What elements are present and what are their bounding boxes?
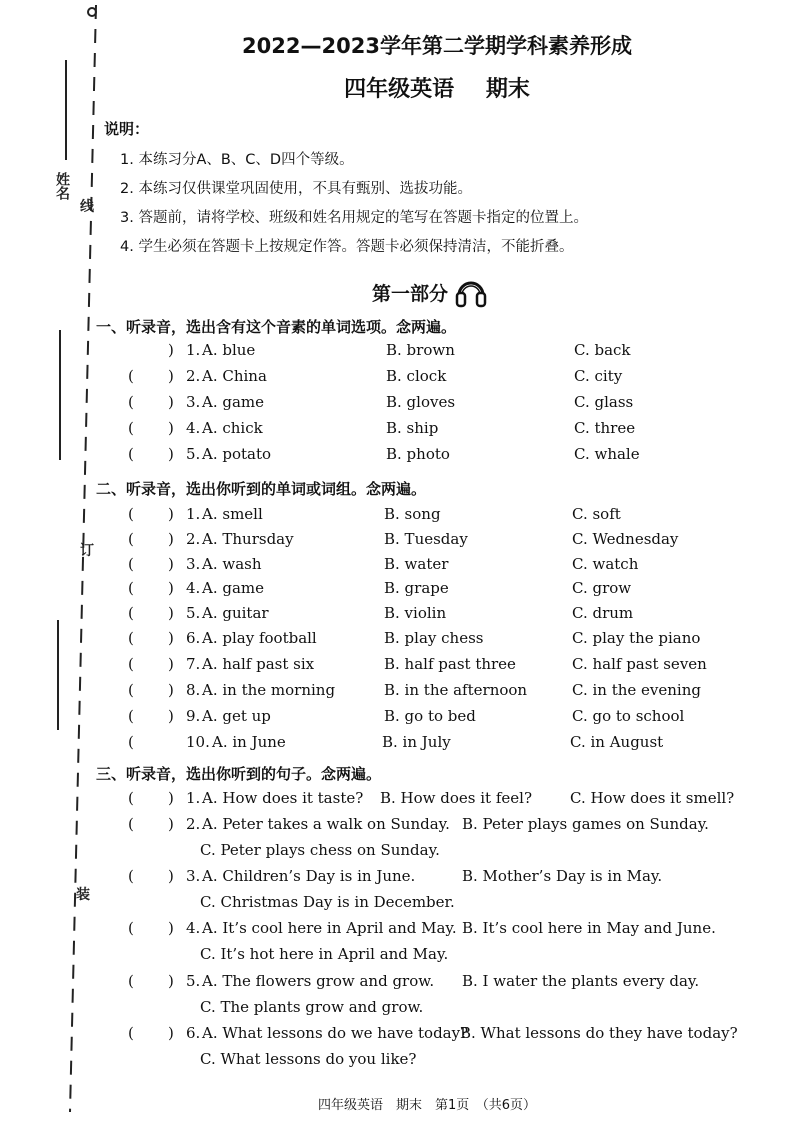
answer-paren-open[interactable]: ( xyxy=(128,1024,134,1042)
option-a: A. in June xyxy=(212,733,286,751)
question-number: 10. xyxy=(186,733,210,751)
answer-paren-open[interactable]: ( xyxy=(128,445,134,463)
option-c: C. The plants grow and grow. xyxy=(200,998,424,1016)
option-a: A. in the morning xyxy=(202,681,336,699)
question-number: 4. xyxy=(186,579,201,597)
option-c: C. Wednesday xyxy=(572,530,679,548)
option-a: A. Thursday xyxy=(202,530,294,548)
option-a: A. chick xyxy=(202,419,263,437)
option-c: C. in the evening xyxy=(572,681,701,699)
option-b: B. violin xyxy=(384,604,447,622)
option-b: B. Peter plays games on Sunday. xyxy=(462,815,709,833)
option-b: B. song xyxy=(384,505,441,523)
answer-paren-close[interactable]: ) xyxy=(168,789,174,807)
notes-heading: 说明： xyxy=(104,120,150,138)
option-a: A. China xyxy=(202,367,267,385)
option-a: A. game xyxy=(202,393,265,411)
answer-paren-close[interactable]: ) xyxy=(168,707,174,725)
question-row xyxy=(0,341,794,363)
option-a: A. How does it taste? xyxy=(202,789,364,807)
option-a: A. It’s cool here in April and May. xyxy=(202,919,457,937)
note-item: 1. 本练习分A、B、C、D四个等级。 xyxy=(120,152,354,168)
answer-paren-close[interactable]: ) xyxy=(168,919,174,937)
option-c: C. three xyxy=(574,419,636,437)
question-row xyxy=(0,733,794,755)
option-c: C. drum xyxy=(572,604,634,622)
option-c: C. half past seven xyxy=(572,655,707,673)
question-row xyxy=(0,505,794,527)
answer-paren-open[interactable]: ( xyxy=(128,629,134,647)
bind-label: 装 xyxy=(76,887,90,903)
answer-paren-open[interactable]: ( xyxy=(128,367,134,385)
option-b: B. gloves xyxy=(386,393,456,411)
question-number: 4. xyxy=(186,419,201,437)
question-row xyxy=(0,681,794,703)
answer-paren-close[interactable]: ) xyxy=(168,393,174,411)
question-row xyxy=(0,919,794,941)
option-b: B. play chess xyxy=(384,629,484,647)
option-b: B. half past three xyxy=(384,655,516,673)
option-c: C. in August xyxy=(570,733,664,751)
option-a: A. guitar xyxy=(202,604,269,622)
option-a: A. game xyxy=(202,579,265,597)
exam-title: 2022—2023学年第二学期学科素养形成 xyxy=(242,34,632,58)
option-b: B. go to bed xyxy=(384,707,476,725)
section-3-heading: 三、听录音，选出你听到的句子。念两遍。 xyxy=(96,765,382,783)
option-b: B. Mother’s Day is in May. xyxy=(462,867,663,885)
answer-paren-close[interactable]: ) xyxy=(168,867,174,885)
answer-paren-open[interactable]: ( xyxy=(128,604,134,622)
question-row xyxy=(0,530,794,552)
option-a: A. wash xyxy=(202,555,262,573)
option-a: A. The flowers grow and grow. xyxy=(202,972,435,990)
option-b: B. Tuesday xyxy=(384,530,468,548)
answer-paren-open[interactable]: ( xyxy=(128,789,134,807)
term-label: 期末 xyxy=(485,77,530,102)
option-c: C. How does it smell? xyxy=(570,789,735,807)
option-b: B. brown xyxy=(386,341,455,359)
question-number: 1. xyxy=(186,789,201,807)
option-b: B. in July xyxy=(382,733,451,751)
option-b: B. How does it feel? xyxy=(380,789,532,807)
question-number: 8. xyxy=(186,681,201,699)
part-title-text: 第一部分 xyxy=(372,282,449,305)
question-row xyxy=(0,1024,794,1046)
option-c: C. soft xyxy=(572,505,621,523)
note-item: 3. 答题前，请将学校、班级和姓名用规定的笔写在答题卡指定的位置上。 xyxy=(120,210,588,226)
answer-paren-open[interactable]: ( xyxy=(128,867,134,885)
option-c: C. back xyxy=(574,341,631,359)
answer-paren-close[interactable]: ) xyxy=(168,972,174,990)
question-row xyxy=(0,707,794,729)
option-a: A. potato xyxy=(202,445,272,463)
answer-paren-close[interactable]: ) xyxy=(168,367,174,385)
option-b: B. water xyxy=(384,555,449,573)
question-row xyxy=(0,445,794,467)
note-item: 2. 本练习仅供课堂巩固使用，不具有甄别、选拔功能。 xyxy=(120,181,472,197)
question-number: 3. xyxy=(186,393,201,411)
answer-paren-close[interactable]: ) xyxy=(168,555,174,573)
answer-paren-close[interactable]: ) xyxy=(168,505,174,523)
note-item: 4. 学生必须在答题卡上按规定作答。答题卡必须保持清洁，不能折叠。 xyxy=(120,239,574,255)
question-row xyxy=(0,867,794,889)
page-footer: 四年级英语 期末 第1页 （共6页） xyxy=(317,1098,537,1113)
question-row xyxy=(0,655,794,677)
option-c: C. grow xyxy=(572,579,632,597)
answer-paren-close[interactable]: ) xyxy=(168,604,174,622)
answer-paren-close[interactable]: ) xyxy=(168,579,174,597)
answer-paren-open[interactable]: ( xyxy=(128,681,134,699)
cut-label: 订 xyxy=(80,543,94,559)
name-label: 姓名 xyxy=(54,172,70,200)
option-c: C. whale xyxy=(574,445,640,463)
answer-paren-open[interactable]: ( xyxy=(128,419,134,437)
option-c: C. Peter plays chess on Sunday. xyxy=(200,841,440,859)
option-c: C. It’s hot here in April and May. xyxy=(200,945,449,963)
question-number: 2. xyxy=(186,815,201,833)
question-number: 1. xyxy=(186,505,201,523)
section-2-heading: 二、听录音，选出你听到的单词或词组。念两遍。 xyxy=(96,480,427,498)
answer-paren-open[interactable]: ( xyxy=(128,655,134,673)
answer-paren-close[interactable]: ) xyxy=(168,681,174,699)
question-number: 2. xyxy=(186,367,201,385)
answer-paren-close[interactable]: ) xyxy=(168,655,174,673)
headphones-icon xyxy=(454,275,488,309)
question-number: 6. xyxy=(186,629,201,647)
option-b: B. I water the plants every day. xyxy=(462,972,700,990)
answer-paren-close[interactable]: ) xyxy=(168,815,174,833)
option-a: A. blue xyxy=(202,341,256,359)
option-b: B. grape xyxy=(384,579,449,597)
option-b: B. What lessons do they have today? xyxy=(460,1024,738,1042)
option-a: A. What lessons do we have today? xyxy=(202,1024,469,1042)
answer-paren-open[interactable]: ( xyxy=(128,505,134,523)
option-b: B. in the afternoon xyxy=(384,681,528,699)
option-b: B. photo xyxy=(386,445,450,463)
answer-paren-close[interactable]: ) xyxy=(168,1024,174,1042)
answer-paren-close[interactable]: ) xyxy=(168,629,174,647)
question-number: 5. xyxy=(186,604,201,622)
question-number: 9. xyxy=(186,707,201,725)
question-number: 2. xyxy=(186,530,201,548)
answer-paren-open[interactable]: ( xyxy=(128,393,134,411)
question-row xyxy=(0,555,794,577)
line-label: 线 xyxy=(80,199,94,215)
option-c: C. Christmas Day is in December. xyxy=(200,893,455,911)
question-number: 3. xyxy=(186,867,201,885)
question-row xyxy=(0,579,794,601)
question-row xyxy=(0,789,794,811)
exam-subtitle xyxy=(0,72,794,103)
question-number: 6. xyxy=(186,1024,201,1042)
option-c: C. glass xyxy=(574,393,634,411)
question-number: 5. xyxy=(186,972,201,990)
option-a: A. Peter takes a walk on Sunday. xyxy=(202,815,450,833)
answer-paren-close[interactable]: ) xyxy=(168,445,174,463)
option-a: A. play football xyxy=(202,629,317,647)
answer-paren-close[interactable]: ) xyxy=(168,341,174,359)
option-c: C. What lessons do you like? xyxy=(200,1050,417,1068)
answer-paren-open[interactable]: ( xyxy=(128,555,134,573)
question-row xyxy=(0,393,794,415)
question-number: 1. xyxy=(186,341,201,359)
option-b: B. ship xyxy=(386,419,439,437)
question-row xyxy=(0,419,794,441)
answer-paren-open[interactable]: ( xyxy=(128,707,134,725)
option-a: A. Children’s Day is in June. xyxy=(202,867,416,885)
answer-paren-open[interactable]: ( xyxy=(128,919,134,937)
option-c: C. watch xyxy=(572,555,639,573)
option-b: B. clock xyxy=(386,367,447,385)
question-row xyxy=(0,629,794,651)
question-number: 7. xyxy=(186,655,201,673)
grade-subject: 四年级英语 xyxy=(344,77,455,102)
option-a: A. get up xyxy=(202,707,271,725)
part-title xyxy=(372,275,488,309)
answer-paren-close[interactable]: ) xyxy=(168,419,174,437)
question-number: 5. xyxy=(186,445,201,463)
answer-paren-open[interactable]: ( xyxy=(128,972,134,990)
answer-paren-open[interactable]: ( xyxy=(128,815,134,833)
option-b: B. It’s cool here in May and June. xyxy=(462,919,716,937)
answer-paren-open[interactable]: ( xyxy=(128,530,134,548)
answer-paren-open[interactable]: ( xyxy=(128,733,134,751)
option-a: A. half past six xyxy=(202,655,315,673)
question-number: 3. xyxy=(186,555,201,573)
question-row xyxy=(0,367,794,389)
option-c: C. play the piano xyxy=(572,629,701,647)
question-row xyxy=(0,972,794,994)
option-c: C. go to school xyxy=(572,707,685,725)
answer-paren-close[interactable]: ) xyxy=(168,530,174,548)
answer-paren-open[interactable]: ( xyxy=(128,579,134,597)
question-row xyxy=(0,604,794,626)
section-1-heading: 一、听录音，选出含有这个音素的单词选项。念两遍。 xyxy=(96,318,457,336)
question-number: 4. xyxy=(186,919,201,937)
question-row xyxy=(0,815,794,837)
option-c: C. city xyxy=(574,367,623,385)
option-a: A. smell xyxy=(202,505,263,523)
